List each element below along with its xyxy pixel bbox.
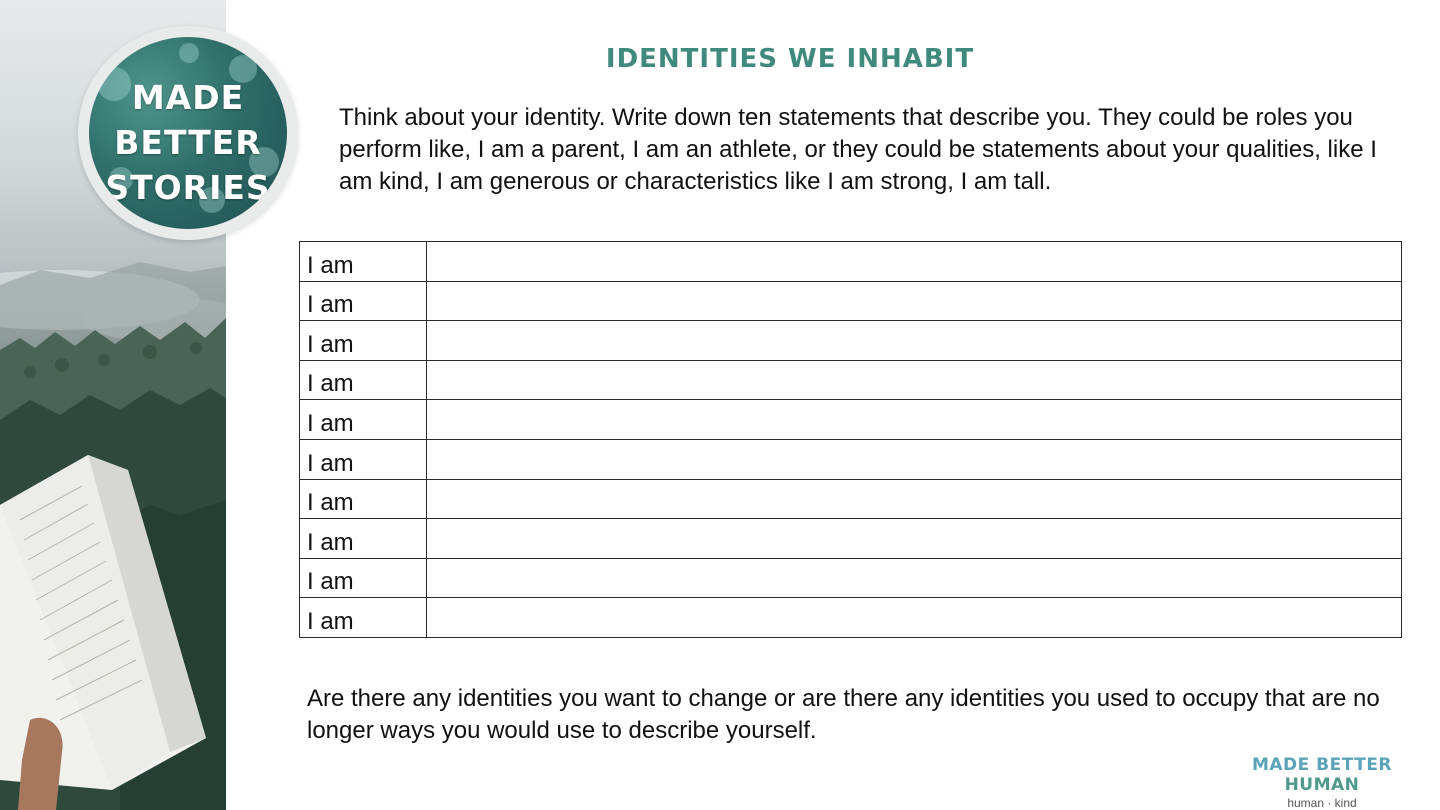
row-label: I am xyxy=(300,439,427,479)
brand-name-part-1: MADE BETTER xyxy=(1251,755,1393,775)
row-label: I am xyxy=(300,321,427,361)
made-better-stories-logo xyxy=(78,26,298,240)
logo-line-2: BETTER xyxy=(114,123,262,162)
table-row xyxy=(300,321,1402,361)
table-row xyxy=(300,360,1402,400)
answer-cell[interactable] xyxy=(427,558,1402,598)
brand-name xyxy=(1222,755,1422,795)
identity-statements-table xyxy=(299,241,1402,638)
answer-cell[interactable] xyxy=(427,242,1402,282)
row-label: I am xyxy=(300,479,427,519)
row-label: I am xyxy=(300,242,427,282)
table-row xyxy=(300,598,1402,638)
answer-cell[interactable] xyxy=(427,321,1402,361)
answer-cell[interactable] xyxy=(427,360,1402,400)
row-label: I am xyxy=(300,519,427,559)
row-label: I am xyxy=(300,281,427,321)
brand-name-part-2: HUMAN xyxy=(1284,775,1360,795)
answer-cell[interactable] xyxy=(427,439,1402,479)
logo-line-1: MADE xyxy=(131,78,245,117)
table-row xyxy=(300,558,1402,598)
page-title: IDENTITIES WE INHABIT xyxy=(605,44,975,74)
row-label: I am xyxy=(300,598,427,638)
logo-line-3: STORIES xyxy=(105,168,271,207)
table-row xyxy=(300,519,1402,559)
closing-question: Are there any identities you want to change or are there any identities you used to occupy that are no longer ways you would use to describe yourself. xyxy=(307,685,1380,744)
intro-paragraph: Think about your identity. Write down ten statements that describe you. They could be roles you perform like, I am a parent, I am an athlete, or they could be statements about your qualities, like I am kind, I am generous or characteristics like I am strong, I am tall. xyxy=(339,104,1377,195)
table-row xyxy=(300,439,1402,479)
table-row xyxy=(300,281,1402,321)
row-label: I am xyxy=(300,400,427,440)
answer-cell[interactable] xyxy=(427,598,1402,638)
brand-tagline: human · kind xyxy=(1287,796,1357,810)
table-row xyxy=(300,479,1402,519)
logo-text xyxy=(89,75,287,210)
logo-bokeh-background xyxy=(89,37,287,229)
answer-cell[interactable] xyxy=(427,281,1402,321)
made-better-human-brand xyxy=(1222,755,1422,810)
answer-cell[interactable] xyxy=(427,519,1402,559)
row-label: I am xyxy=(300,360,427,400)
answer-cell[interactable] xyxy=(427,400,1402,440)
table-row xyxy=(300,242,1402,282)
table-row xyxy=(300,400,1402,440)
row-label: I am xyxy=(300,558,427,598)
answer-cell[interactable] xyxy=(427,479,1402,519)
